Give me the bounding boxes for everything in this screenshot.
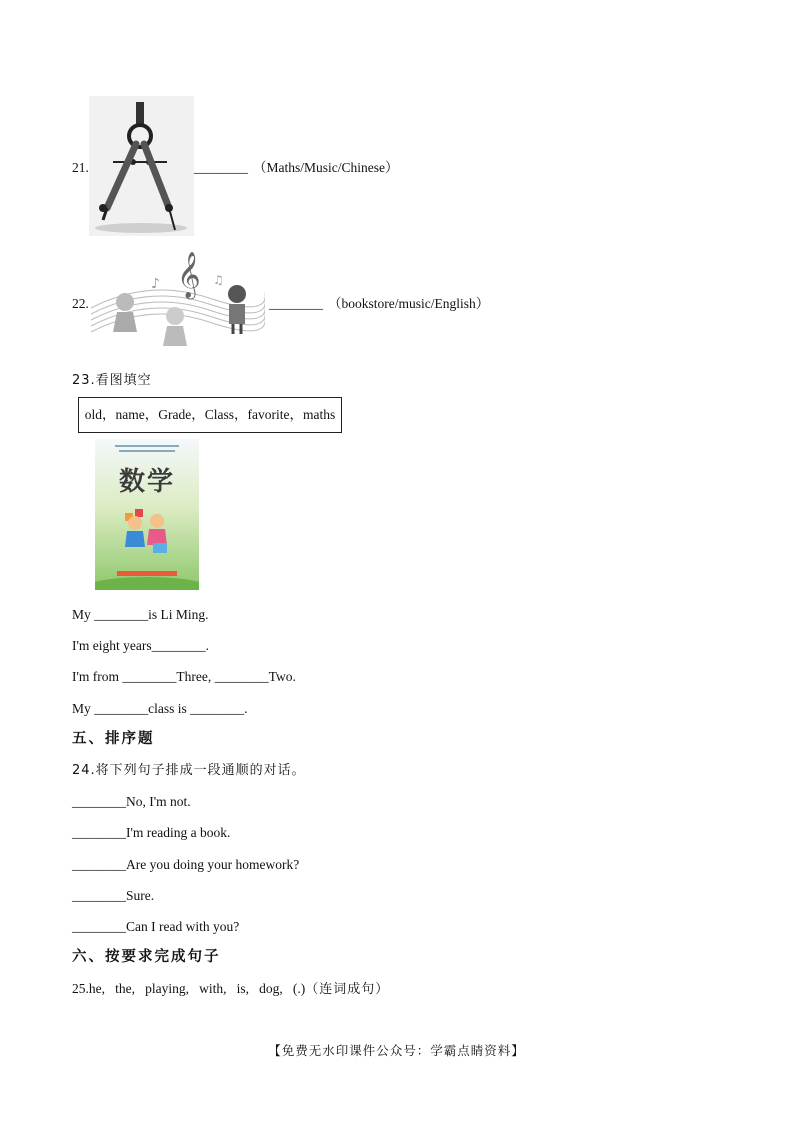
q24-line-5: ________Can I read with you? bbox=[72, 919, 240, 934]
q21-blank: ________ bbox=[194, 160, 248, 175]
q23-line-1: My ________is Li Ming. bbox=[72, 607, 209, 622]
word-bank-box bbox=[78, 397, 342, 433]
q24-line-4: ________Sure. bbox=[72, 888, 155, 903]
q21-options: （Maths/Music/Chinese） bbox=[253, 160, 399, 175]
section-5-heading: 五、排序题 bbox=[72, 731, 155, 747]
q23-title: 23.看图填空 bbox=[72, 373, 152, 388]
q25-hint: （连词成句） bbox=[305, 982, 390, 997]
q24-line-3: ________Are you doing your homework? bbox=[72, 857, 300, 872]
svg-text:𝄞: 𝄞 bbox=[177, 252, 201, 298]
q22-number: 22. bbox=[72, 296, 89, 311]
q24-title: 24.将下列句子排成一段通顺的对话。 bbox=[72, 763, 306, 778]
q21-number: 21. bbox=[72, 160, 89, 175]
q22-options: （bookstore/music/English） bbox=[328, 296, 490, 311]
q24-line-2: ________I'm reading a book. bbox=[72, 825, 231, 840]
svg-text:♫: ♫ bbox=[213, 273, 224, 287]
svg-text:♪: ♪ bbox=[151, 276, 160, 292]
children-singing-music-icon bbox=[89, 248, 265, 356]
q22-blank: ________ bbox=[269, 296, 323, 311]
compass-drawing-tool-icon bbox=[89, 96, 194, 236]
book-title: 数学 bbox=[118, 467, 175, 497]
q25-text bbox=[72, 981, 389, 998]
word-bank-text: old，name，Grade，Class，favorite，maths bbox=[84, 407, 336, 422]
q23-line-3: I'm from ________Three, ________Two. bbox=[72, 669, 296, 684]
section-6-heading: 六、按要求完成句子 bbox=[72, 949, 221, 965]
q23-line-2: I'm eight years________. bbox=[72, 638, 210, 653]
footer-note: 【免费无水印课件公众号：学霸点睛资料】 bbox=[268, 1043, 525, 1058]
math-textbook-cover-icon bbox=[95, 439, 199, 590]
q23-line-4: My ________class is ________. bbox=[72, 701, 248, 716]
q24-line-1: ________No, I'm not. bbox=[72, 794, 191, 809]
q25-words: 25.he, the, playing, with, is, dog, (.) bbox=[72, 981, 306, 996]
